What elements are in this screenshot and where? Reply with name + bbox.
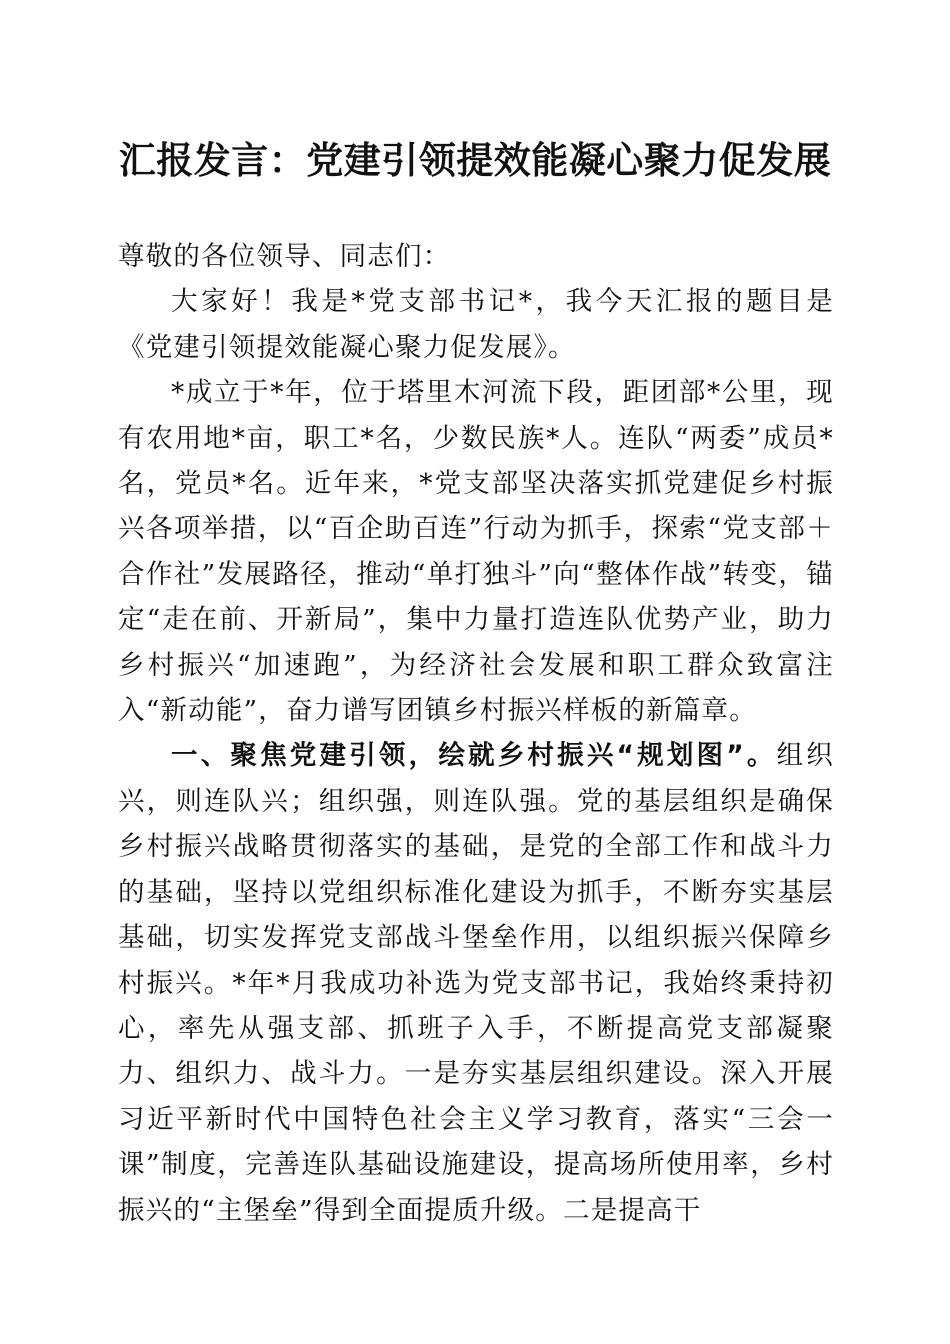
salutation: 尊敬的各位领导、同志们： <box>118 241 451 272</box>
section-one-text: 组织兴，则连队兴；组织强，则连队强。党的基层组织是确保乡村振兴战略贯彻落实的基础，是党的全部工作和战斗力的基础，坚持以党组织标准化建设为抓手，不断夯实基层基础，切实发挥党支部战斗堡垒作用，以组织振兴保障乡村振兴。*年*月我成功补选为党支部书记，我始终秉持初心，率先从强支部、抓班子入手，不断提高党支部凝聚力、组织力、战斗力。一是夯实基层组织建设。深入开展习近平新时代中国特色社会主义学习教育，落实“三会一课”制度，完善连队基础设施建设，提高场所使用率，乡村振兴的“主堡垒”得到全面提质升级。二是提高干 <box>118 740 834 1226</box>
section-one-heading: 一、聚焦党建引领，绘就乡村振兴“规划图”。 <box>171 740 777 772</box>
paragraph-section-one <box>118 733 834 1232</box>
document-body <box>118 234 834 1233</box>
paragraph-greeting: 大家好！我是*党支部书记*，我今天汇报的题目是《党建引领提效能凝心聚力促发展》。 <box>118 286 834 363</box>
paragraph-introduction: *成立于*年，位于塔里木河流下段，距团部*公里，现有农用地*亩，职工*名，少数民族*人。连队“两委”成员*名，党员*名。近年来，*党支部坚决落实抓党建促乡村振兴各项举措，以“百企助百连”行动为抓手，探索“党支部＋合作社”发展路径，推动“单打独斗”向“整体作战”转变，锚定“走在前、开新局”，集中力量打造连队优势产业，助力乡村振兴“加速跑”，为经济社会发展和职工群众致富注入“新动能”，奋力谱写团镇乡村振兴样板的新篇章。 <box>118 377 834 727</box>
document-title: 汇报发言：党建引领提效能凝心聚力促发展 <box>118 138 832 182</box>
